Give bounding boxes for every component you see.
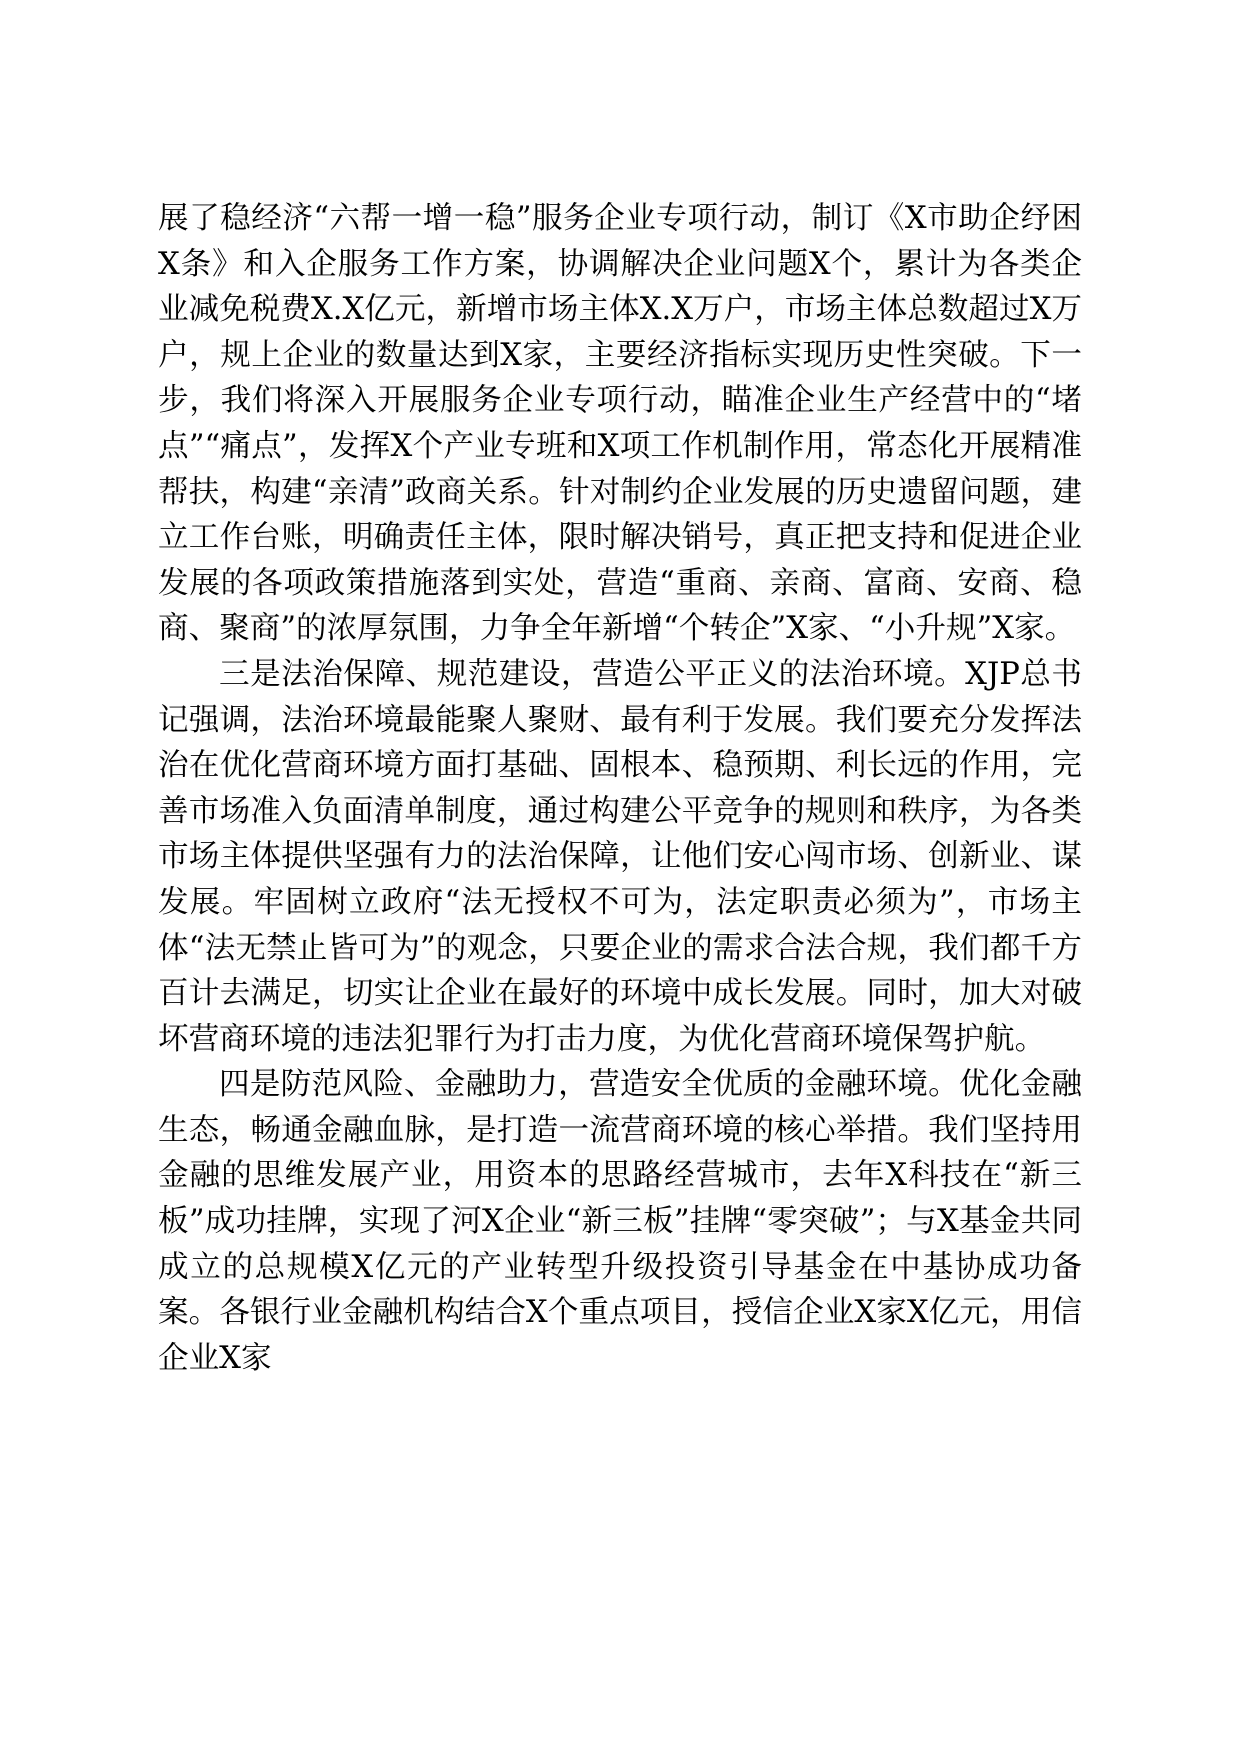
paragraph-rule-of-law: 三是法治保障、规范建设，营造公平正义的法治环境。XJP总书记强调，法治环境最能聚人聚财、最有利于发展。我们要充分发挥法治在优化营商环境方面打基础、固根本、稳预期、利长远的作用，完善市场准入负面清单制度，通过构建公平竞争的规则和秩序，为各类市场主体提供坚强有力的法治保障，让他们安心闯市场、创新业、谋发展。牢固树立政府“法无授权不可为，法定职责必须为”，市场主体“法无禁止皆可为”的观念，只要企业的需求合法合规，我们都千方百计去满足，切实让企业在最好的环境中成长发展。同时，加大对破坏营商环境的违法犯罪行为打击力度，为优化营商环境保驾护航。 bbox=[158, 656, 1082, 1057]
paragraph-continued: 展了稳经济“六帮一增一稳”服务企业专项行动，制订《X市助企纾困X条》和入企服务工作方案，协调解决企业问题X个，累计为各类企业减免税费X.X亿元，新增市场主体X.X万户，市场主体总数超过X万户，规上企业的数量达到X家，主要经济指标实现历史性突破。下一步，我们将深入开展服务企业专项行动，瞄准企业生产经营中的“堵点”“痛点”，发挥X个产业专班和X项工作机制作用，常态化开展精准帮扶，构建“亲清”政商关系。针对制约企业发展的历史遗留问题，建立工作台账，明确责任主体，限时解决销号，真正把支持和促进企业发展的各项政策措施落到实处，营造“重商、亲商、富商、安商、稳商、聚商”的浓厚氛围，力争全年新增“个转企”X家、“小升规”X家。 bbox=[158, 201, 1082, 647]
paragraph-finance: 四是防范风险、金融助力，营造安全优质的金融环境。优化金融生态，畅通金融血脉，是打造一流营商环境的核心举措。我们坚持用金融的思维发展产业，用资本的思路经营城市，去年X科技在“新三板”成功挂牌，实现了河X企业“新三板”挂牌“零突破”；与X基金共同成立的总规模X亿元的产业转型升级投资引导基金在中基协成功备案。各银行业金融机构结合X个重点项目，授信企业X家X亿元，用信企业X家 bbox=[158, 1067, 1082, 1376]
document-body bbox=[158, 196, 1082, 1381]
